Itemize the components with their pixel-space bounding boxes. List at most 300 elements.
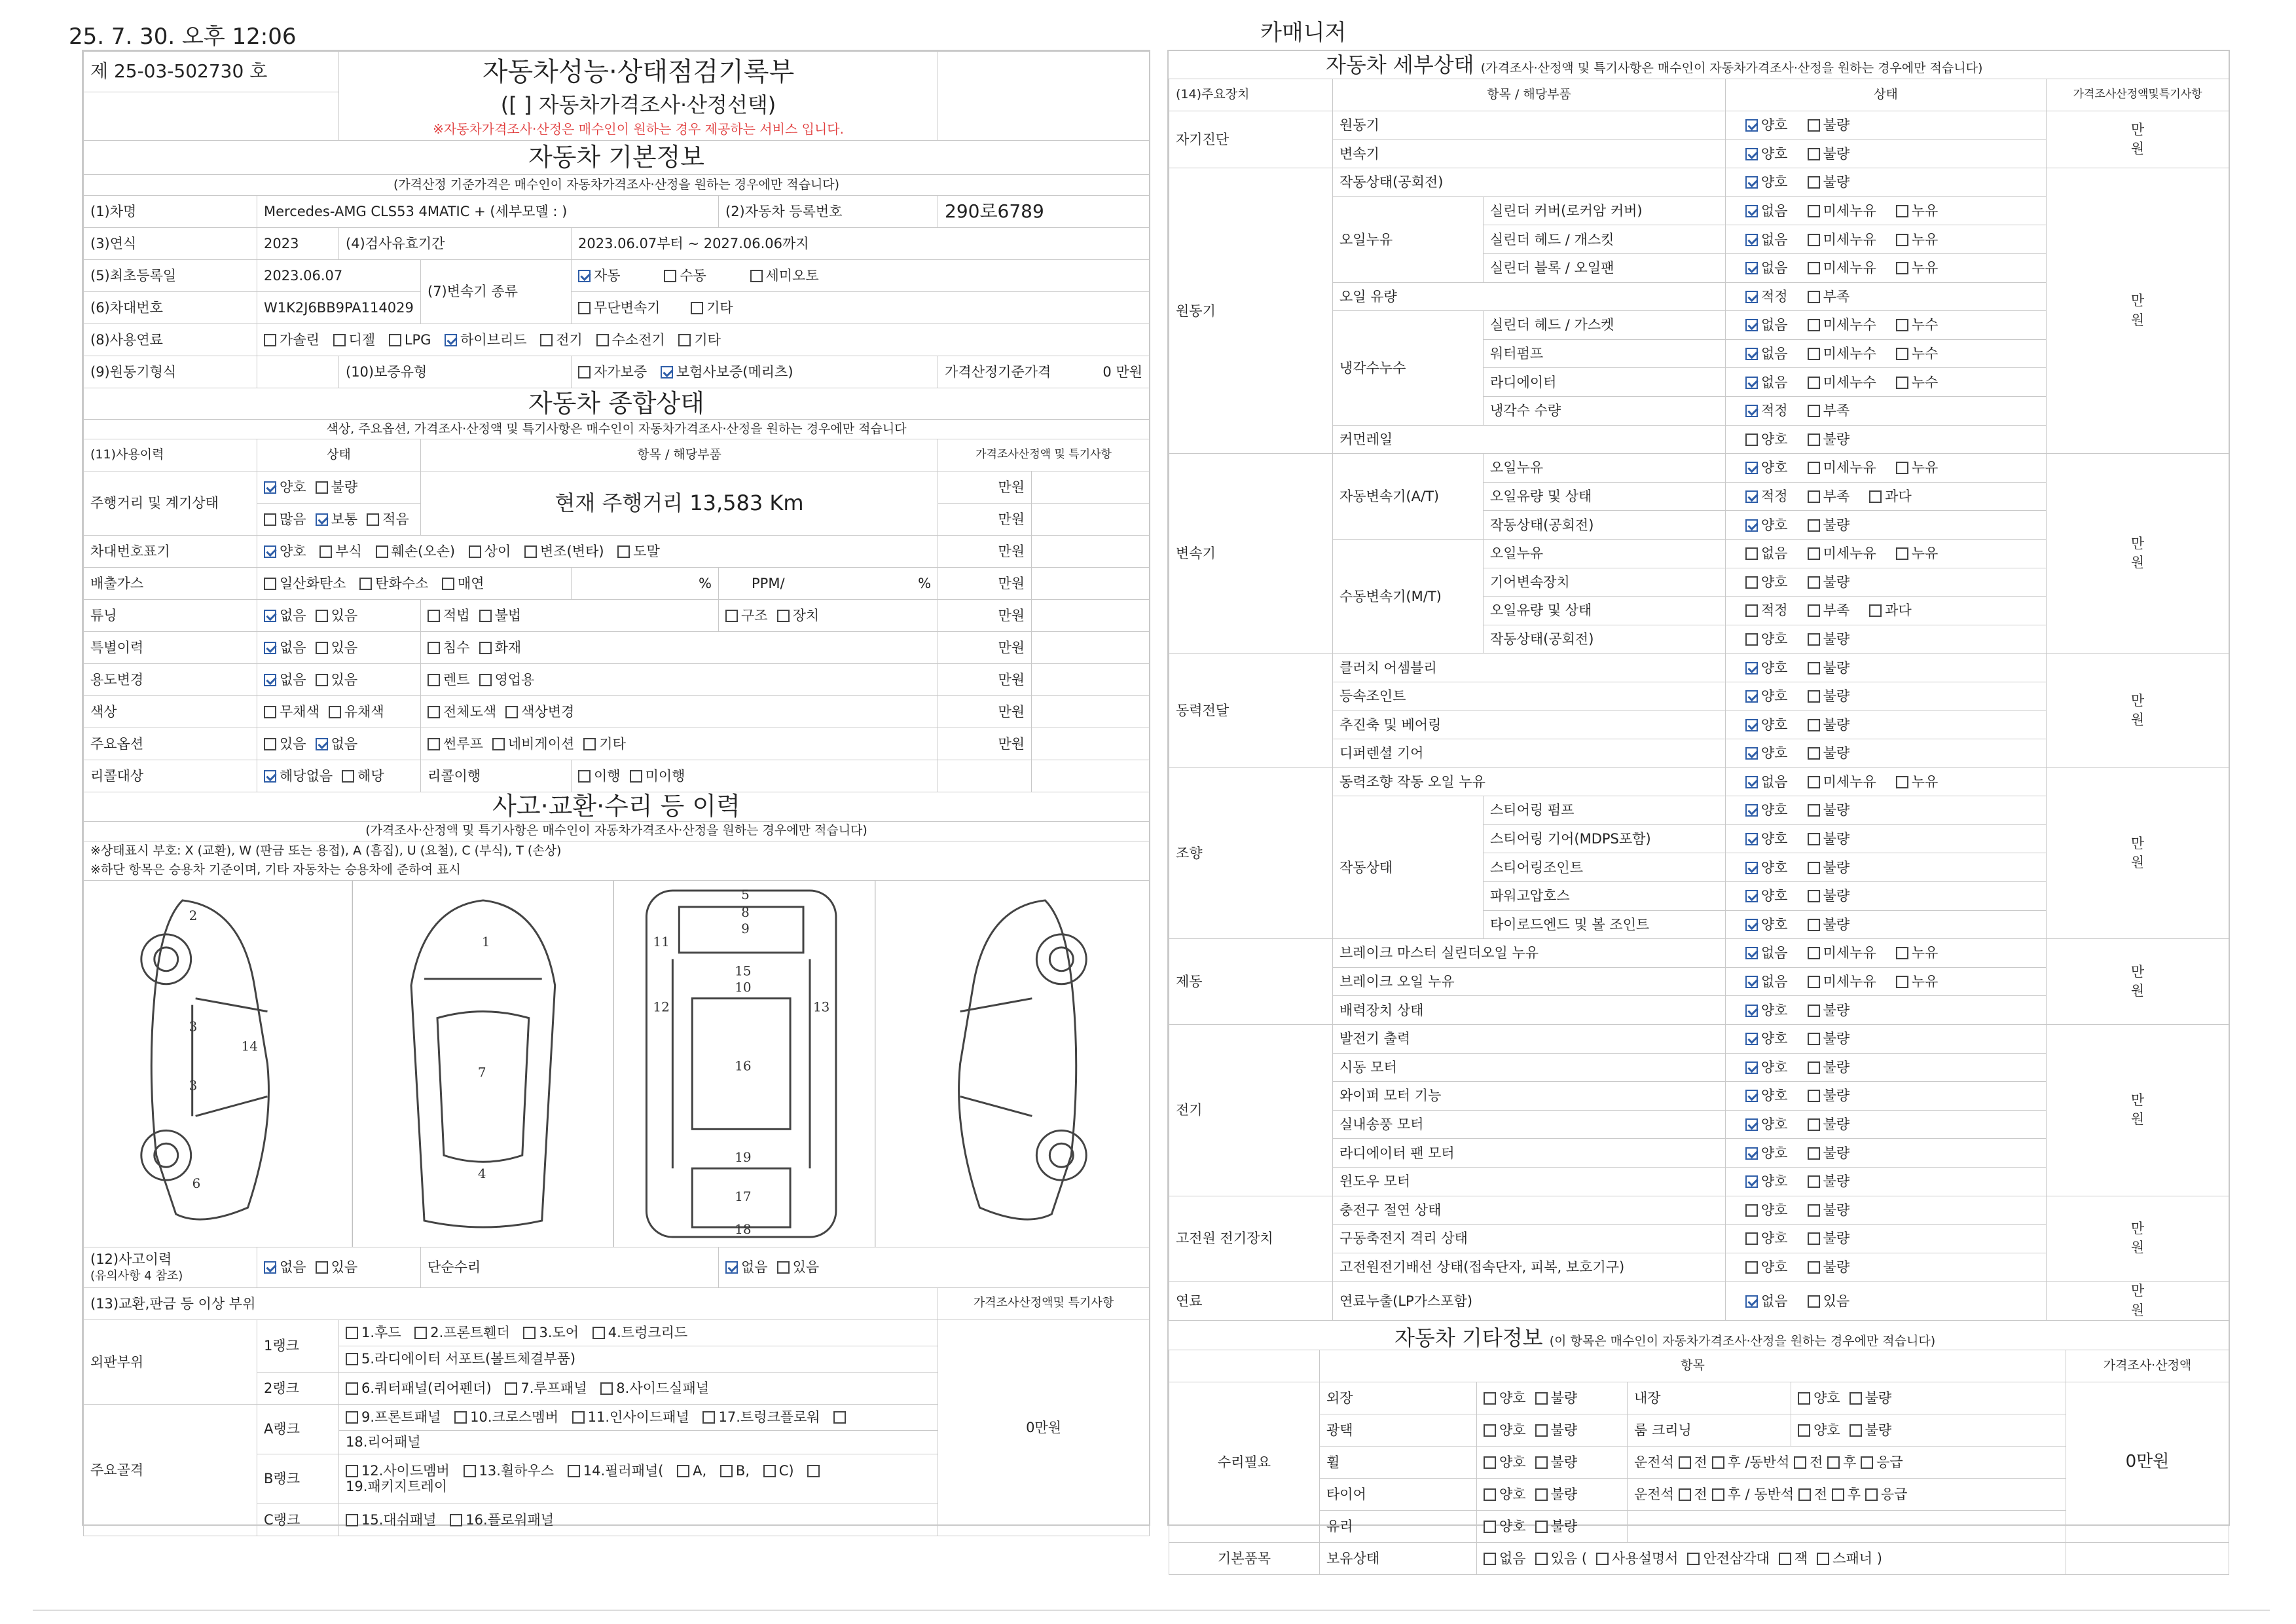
status-checkbox[interactable] — [1808, 377, 1820, 389]
status-checkbox[interactable] — [1808, 719, 1820, 731]
status-label: 부족 — [1823, 488, 1850, 504]
status-label: 누유 — [1911, 231, 1939, 248]
fuel-electric-checkbox[interactable] — [540, 334, 553, 346]
detail-part: 작동상태(공회전) — [1484, 625, 1726, 654]
tuning-has-checkbox[interactable] — [316, 610, 328, 622]
status-label: 양호 — [1761, 859, 1788, 876]
diagram-number: 11 — [653, 933, 670, 950]
part-hood-checkbox[interactable] — [346, 1327, 358, 1339]
manual-label: 사용설명서 — [1612, 1551, 1679, 1567]
passenger-label: /동반석 — [1745, 1454, 1790, 1471]
simple-none-checkbox[interactable] — [725, 1261, 738, 1274]
tuning-structure-checkbox[interactable] — [725, 610, 738, 622]
status-checkbox[interactable] — [1745, 1232, 1758, 1245]
status-checkbox[interactable] — [1808, 434, 1820, 446]
status-label: 불량 — [1823, 888, 1850, 904]
status-checkbox[interactable] — [1808, 1232, 1820, 1245]
full-paint-label: 전체도색 — [443, 703, 497, 720]
plate-option-label: 훼손(오손) — [391, 543, 456, 559]
special-has-checkbox[interactable] — [316, 642, 328, 654]
status-checkbox[interactable] — [1745, 148, 1758, 160]
status-checkbox[interactable] — [1745, 1118, 1758, 1131]
recall-none-label: 해당없음 — [280, 767, 333, 784]
status-checkbox[interactable] — [1896, 462, 1908, 474]
status-checkbox[interactable] — [1745, 662, 1758, 674]
part-radiator-support-checkbox[interactable] — [346, 1353, 358, 1365]
tire-driver-rear[interactable] — [1712, 1488, 1724, 1501]
part-side-member-checkbox[interactable] — [346, 1465, 358, 1477]
status-checkbox[interactable] — [1896, 976, 1908, 988]
option-none-checkbox[interactable] — [316, 738, 328, 750]
mileage-normal-checkbox[interactable] — [316, 513, 328, 526]
diagram-number: 14 — [241, 1038, 258, 1054]
status-checkbox[interactable] — [1745, 890, 1758, 902]
pillar-a-checkbox[interactable] — [677, 1465, 689, 1477]
status-checkbox[interactable] — [1808, 405, 1820, 417]
part-front-fender-checkbox[interactable] — [414, 1327, 427, 1339]
gauge-good-checkbox[interactable] — [264, 481, 276, 494]
status-checkbox[interactable] — [1745, 1147, 1758, 1160]
part-front-panel-checkbox[interactable] — [346, 1411, 358, 1424]
full-paint-checkbox[interactable] — [428, 706, 440, 718]
detail-subgroup: 냉각수누수 — [1333, 311, 1484, 425]
detail-item: 실내송풍 모터 — [1333, 1110, 1726, 1139]
has-label: 있음 — [331, 607, 358, 623]
plate-altered-checkbox[interactable] — [524, 545, 537, 558]
left-table — [83, 51, 1150, 1536]
interior-good-checkbox[interactable] — [1798, 1392, 1810, 1405]
part-label: 11.인사이드패널 — [587, 1409, 689, 1426]
emission-co-checkbox[interactable] — [264, 578, 276, 590]
tire-bad-checkbox[interactable] — [1535, 1488, 1548, 1501]
status-checkbox[interactable] — [1745, 862, 1758, 874]
status-checkbox[interactable] — [1869, 604, 1882, 617]
status-label: 적정 — [1761, 288, 1788, 304]
part-cross-member-checkbox[interactable] — [454, 1411, 467, 1424]
gloss-good-checkbox[interactable] — [1484, 1424, 1496, 1437]
plate-corrosion-checkbox[interactable] — [319, 545, 332, 558]
fire-checkbox[interactable] — [479, 642, 492, 654]
status-checkbox[interactable] — [1808, 1175, 1820, 1188]
status-checkbox[interactable] — [1869, 490, 1882, 503]
fuel-hydrogen-checkbox[interactable] — [596, 334, 609, 346]
emission-hc-checkbox[interactable] — [359, 578, 372, 590]
recall-done-checkbox[interactable] — [578, 770, 591, 783]
right-side-view — [959, 900, 1087, 1219]
status-checkbox[interactable] — [1745, 833, 1758, 845]
status-checkbox[interactable] — [1745, 747, 1758, 760]
part-floor-panel-checkbox[interactable] — [450, 1514, 462, 1526]
status-checkbox[interactable] — [1745, 291, 1758, 303]
status-checkbox[interactable] — [1808, 976, 1820, 988]
part-trunk-floor-checkbox[interactable] — [702, 1411, 715, 1424]
status-checkbox[interactable] — [1808, 833, 1820, 845]
status-checkbox[interactable] — [1896, 234, 1908, 246]
trans-cvt-checkbox[interactable] — [578, 302, 591, 314]
status-checkbox[interactable] — [1808, 119, 1820, 132]
special-none-checkbox[interactable] — [264, 642, 276, 654]
detail-price-unit: 만 원 — [2047, 111, 2229, 168]
status-checkbox[interactable] — [1745, 976, 1758, 988]
detail-price-unit: 만 원 — [2047, 1196, 2229, 1282]
status-label: 불량 — [1823, 1059, 1850, 1075]
good-label: 양호 — [1499, 1390, 1526, 1407]
plate-damage-checkbox[interactable] — [376, 545, 388, 558]
status-checkbox[interactable] — [1808, 604, 1820, 617]
status-checkbox[interactable] — [1896, 547, 1908, 560]
status-checkbox[interactable] — [1745, 1204, 1758, 1217]
status-checkbox[interactable] — [1808, 1090, 1820, 1102]
status-checkbox[interactable] — [1896, 947, 1908, 959]
recall-notdone-checkbox[interactable] — [630, 770, 642, 783]
status-label: 불량 — [1823, 145, 1850, 162]
status-checkbox[interactable] — [1808, 348, 1820, 360]
status-label: 미세누유 — [1823, 260, 1876, 276]
status-checkbox[interactable] — [1808, 890, 1820, 902]
status-checkbox[interactable] — [1808, 205, 1820, 217]
status-label: 불량 — [1823, 1230, 1850, 1247]
status-checkbox[interactable] — [1745, 604, 1758, 617]
status-checkbox[interactable] — [1745, 205, 1758, 217]
status-checkbox[interactable] — [1896, 776, 1908, 788]
color-change-label: 색상변경 — [521, 703, 575, 720]
status-checkbox[interactable] — [1896, 348, 1908, 360]
part-trunk-lid-checkbox[interactable] — [592, 1327, 605, 1339]
fuel-option-label: 전기 — [556, 331, 583, 348]
passenger-label: / 동반석 — [1745, 1486, 1795, 1503]
good-label: 양호 — [1499, 1422, 1526, 1439]
part-roof-panel-checkbox[interactable] — [505, 1382, 517, 1395]
status-checkbox[interactable] — [1745, 262, 1758, 274]
part-label: 16.플로워패널 — [465, 1511, 555, 1528]
part-label: 17.트렁크플로워 — [718, 1409, 820, 1426]
status-checkbox[interactable] — [1808, 1061, 1820, 1074]
status-label: 과다 — [1885, 488, 1912, 504]
status-checkbox[interactable] — [1896, 262, 1908, 274]
status-checkbox[interactable] — [1808, 176, 1820, 189]
status-checkbox[interactable] — [1808, 519, 1820, 532]
status-checkbox[interactable] — [1808, 262, 1820, 274]
status-checkbox[interactable] — [1896, 377, 1908, 389]
status-checkbox[interactable] — [1745, 1175, 1758, 1188]
fuel-hybrid-checkbox[interactable] — [445, 334, 457, 346]
part-label: 12.사이드멤버 — [361, 1463, 450, 1479]
detail-row — [1169, 1196, 2229, 1225]
status-checkbox[interactable] — [1745, 1061, 1758, 1074]
status-checkbox[interactable] — [1808, 1147, 1820, 1160]
left-side-view — [141, 900, 269, 1219]
status-label: 양호 — [1761, 1031, 1788, 1047]
wheel-driver-rear[interactable] — [1712, 1456, 1724, 1469]
status-checkbox[interactable] — [1745, 776, 1758, 788]
keep-has-checkbox[interactable] — [1535, 1553, 1548, 1565]
status-checkbox[interactable] — [1745, 576, 1758, 589]
status-label: 양호 — [1761, 888, 1788, 904]
option-etc-checkbox[interactable] — [583, 738, 596, 750]
status-checkbox[interactable] — [1745, 519, 1758, 532]
status-checkbox[interactable] — [1808, 462, 1820, 474]
part-quarter-panel-checkbox[interactable] — [346, 1382, 358, 1395]
trans-etc-checkbox[interactable] — [691, 302, 703, 314]
trans-semi-checkbox[interactable] — [750, 270, 763, 282]
trans-manual-checkbox[interactable] — [664, 270, 676, 282]
fuel-gasoline-checkbox[interactable] — [264, 334, 276, 346]
detail-part: 라디에이터 — [1484, 368, 1726, 397]
part-inside-panel-checkbox[interactable] — [572, 1411, 585, 1424]
detail-subgroup: 수동변속기(M/T) — [1333, 539, 1484, 653]
status-checkbox[interactable] — [1745, 804, 1758, 817]
recall-none-checkbox[interactable] — [264, 770, 276, 783]
status-checkbox[interactable] — [1745, 1261, 1758, 1274]
none-label: 없음 — [1499, 1551, 1526, 1567]
keep-none-checkbox[interactable] — [1484, 1553, 1496, 1565]
wheel-bad-checkbox[interactable] — [1535, 1456, 1548, 1469]
spanner-checkbox[interactable] — [1817, 1553, 1829, 1565]
status-checkbox[interactable] — [1808, 234, 1820, 246]
tuning-legal-checkbox[interactable] — [428, 610, 440, 622]
status-checkbox[interactable] — [1745, 348, 1758, 360]
plate-good-checkbox[interactable] — [264, 545, 276, 558]
detail-part: 작동상태(공회전) — [1484, 511, 1726, 540]
glass-bad-checkbox[interactable] — [1535, 1521, 1548, 1533]
diagram-number: 1 — [481, 933, 490, 950]
status-checkbox[interactable] — [1745, 377, 1758, 389]
exterior-good-checkbox[interactable] — [1484, 1392, 1496, 1405]
option-has-checkbox[interactable] — [264, 738, 276, 750]
status-label: 양호 — [1761, 117, 1788, 134]
mileage-few-checkbox[interactable] — [367, 513, 379, 526]
status-label: 누유 — [1911, 460, 1939, 476]
status-label: 없음 — [1761, 231, 1788, 248]
trans-auto-checkbox[interactable] — [578, 270, 591, 282]
status-checkbox[interactable] — [1745, 1033, 1758, 1045]
status-checkbox[interactable] — [1808, 1118, 1820, 1131]
status-checkbox[interactable] — [1808, 1295, 1820, 1308]
status-checkbox[interactable] — [1808, 319, 1820, 331]
symbol-legend: ※상태표시 부호: X (교환), W (판금 또는 용접), A (흠집), U (요철), C (부식), T (손상) — [84, 841, 1150, 860]
wheel-driver-front[interactable] — [1679, 1456, 1691, 1469]
fuel-etc-checkbox[interactable] — [678, 334, 691, 346]
status-checkbox[interactable] — [1808, 804, 1820, 817]
status-checkbox[interactable] — [1745, 719, 1758, 731]
jack-checkbox[interactable] — [1779, 1553, 1791, 1565]
status-checkbox[interactable] — [1808, 776, 1820, 788]
status-label: 없음 — [1761, 945, 1788, 961]
recall-yes-checkbox[interactable] — [342, 770, 354, 783]
triangle-checkbox[interactable] — [1687, 1553, 1700, 1565]
wheel-pass-front[interactable] — [1794, 1456, 1806, 1469]
status-checkbox[interactable] — [1745, 633, 1758, 646]
fuel-label: (8)사용연료 — [84, 324, 257, 356]
clean-good-checkbox[interactable] — [1798, 1424, 1810, 1437]
detail-part: 실린더 헤드 / 가스켓 — [1484, 311, 1726, 340]
left-panel — [82, 50, 1150, 1526]
status-checkbox[interactable] — [1745, 547, 1758, 560]
diagram-number: 7 — [477, 1064, 486, 1080]
tuning-none-checkbox[interactable] — [264, 610, 276, 622]
part-pillar-panel-checkbox[interactable] — [568, 1465, 580, 1477]
status-checkbox[interactable] — [1808, 662, 1820, 674]
status-checkbox[interactable] — [1745, 947, 1758, 959]
wheel-good-checkbox[interactable] — [1484, 1456, 1496, 1469]
site-name: 카매니저 — [1260, 20, 1347, 46]
wheel-emergency[interactable] — [1861, 1456, 1873, 1469]
detail-item: 윈도우 모터 — [1333, 1167, 1726, 1196]
status-checkbox[interactable] — [1808, 148, 1820, 160]
flood-checkbox[interactable] — [428, 642, 440, 654]
status-label: 양호 — [1761, 1002, 1788, 1018]
wheel-pass-rear[interactable] — [1827, 1456, 1840, 1469]
usage-has-checkbox[interactable] — [316, 674, 328, 686]
detail-part: 오일누유 — [1484, 539, 1726, 568]
status-label: 누유 — [1911, 545, 1939, 562]
tire-pass-front[interactable] — [1798, 1488, 1811, 1501]
tire-label: 타이어 — [1320, 1479, 1477, 1511]
emission-label: 배출가스 — [84, 568, 257, 600]
status-checkbox[interactable] — [1745, 234, 1758, 246]
part-rear-panel-checkbox[interactable] — [833, 1411, 846, 1424]
warranty-self-checkbox[interactable] — [578, 366, 591, 378]
rent-checkbox[interactable] — [428, 674, 440, 686]
accident-none-checkbox[interactable] — [264, 1261, 276, 1274]
status-checkbox[interactable] — [1808, 490, 1820, 503]
warranty-insurance-checkbox[interactable] — [661, 366, 673, 378]
plate-smeared-checkbox[interactable] — [617, 545, 630, 558]
detail-part: 워터펌프 — [1484, 339, 1726, 368]
parts-price-head: 가격조사산정액및 특기사항 — [938, 1287, 1150, 1320]
unit-label: 만원 — [938, 536, 1032, 568]
diagram-number: 15 — [735, 963, 752, 979]
achromatic-checkbox[interactable] — [264, 706, 276, 718]
tire-emergency[interactable] — [1865, 1488, 1878, 1501]
jack-label: 잭 — [1794, 1551, 1808, 1567]
status-checkbox[interactable] — [1896, 205, 1908, 217]
status-label: 없음 — [1761, 260, 1788, 276]
status-checkbox[interactable] — [1808, 947, 1820, 959]
detail-item: 구동축전지 격리 상태 — [1333, 1225, 1726, 1253]
status-checkbox[interactable] — [1745, 176, 1758, 189]
bad-label: 불량 — [331, 479, 358, 495]
tuning-device-checkbox[interactable] — [777, 610, 790, 622]
simple-has-checkbox[interactable] — [777, 1261, 790, 1274]
interior-bad-checkbox[interactable] — [1850, 1392, 1862, 1405]
usage-none-checkbox[interactable] — [264, 674, 276, 686]
status-checkbox[interactable] — [1745, 919, 1758, 931]
part-wheel-house-checkbox[interactable] — [464, 1465, 476, 1477]
fuel-lpg-checkbox[interactable] — [389, 334, 401, 346]
status-checkbox[interactable] — [1808, 747, 1820, 760]
glass-good-checkbox[interactable] — [1484, 1521, 1496, 1533]
status-checkbox[interactable] — [1745, 319, 1758, 331]
status-checkbox[interactable] — [1745, 1295, 1758, 1308]
accident-has-checkbox[interactable] — [316, 1261, 328, 1274]
navi-checkbox[interactable] — [492, 738, 505, 750]
part-package-tray-checkbox[interactable] — [807, 1465, 820, 1477]
part-side-sill-checkbox[interactable] — [600, 1382, 613, 1395]
status-checkbox[interactable] — [1745, 1090, 1758, 1102]
part-label: 9.프론트패널 — [361, 1409, 441, 1426]
status-checkbox[interactable] — [1745, 405, 1758, 417]
detail-head-device: (14)주요장치 — [1169, 79, 1333, 111]
tire-good-checkbox[interactable] — [1484, 1488, 1496, 1501]
status-checkbox[interactable] — [1808, 1261, 1820, 1274]
fuel-diesel-checkbox[interactable] — [333, 334, 346, 346]
car-name: Mercedes-AMG CLS53 4MATIC + (세부모델 : ) — [257, 196, 719, 228]
pillar-b-checkbox[interactable] — [720, 1465, 733, 1477]
status-checkbox[interactable] — [1745, 690, 1758, 703]
status-checkbox[interactable] — [1808, 862, 1820, 874]
basic-items-label: 기본품목 — [1169, 1543, 1320, 1575]
tire-pass-rear[interactable] — [1832, 1488, 1844, 1501]
bad-label: 불량 — [1865, 1390, 1892, 1407]
status-checkbox[interactable] — [1808, 690, 1820, 703]
part-dash-panel-checkbox[interactable] — [346, 1514, 358, 1526]
doc-title: 자동차성능·상태점검기록부 — [339, 52, 938, 92]
mileage-many-checkbox[interactable] — [264, 513, 276, 526]
status-checkbox[interactable] — [1808, 1005, 1820, 1017]
clean-bad-checkbox[interactable] — [1850, 1424, 1862, 1437]
status-checkbox[interactable] — [1808, 1204, 1820, 1217]
gauge-bad-checkbox[interactable] — [316, 481, 328, 494]
status-label: 양호 — [1761, 659, 1788, 676]
status-checkbox[interactable] — [1808, 1033, 1820, 1045]
status-label: 불량 — [1823, 1259, 1850, 1275]
detail-head-status: 상태 — [1726, 79, 2047, 111]
status-checkbox[interactable] — [1745, 462, 1758, 474]
pillar-c-checkbox[interactable] — [763, 1465, 776, 1477]
trans-semi-label: 세미오토 — [765, 267, 819, 284]
status-checkbox[interactable] — [1745, 1005, 1758, 1017]
exterior-bad-checkbox[interactable] — [1535, 1392, 1548, 1405]
status-checkbox[interactable] — [1808, 291, 1820, 303]
status-label: 양호 — [1761, 431, 1788, 447]
bad-label: 불량 — [1550, 1486, 1578, 1503]
status-checkbox[interactable] — [1808, 633, 1820, 646]
status-label: 불량 — [1823, 1145, 1850, 1161]
status-checkbox[interactable] — [1745, 490, 1758, 503]
status-label: 미세누수 — [1823, 345, 1876, 361]
status-label: 양호 — [1761, 1059, 1788, 1075]
main-option-label: 주요옵션 — [84, 728, 257, 760]
status-label: 없음 — [1761, 203, 1788, 219]
tuning-illegal-checkbox[interactable] — [479, 610, 492, 622]
detail-item: 와이퍼 모터 기능 — [1333, 1082, 1726, 1111]
chromatic-checkbox[interactable] — [329, 706, 341, 718]
status-label: 있음 — [1823, 1293, 1850, 1309]
status-checkbox[interactable] — [1808, 919, 1820, 931]
business-checkbox[interactable] — [479, 674, 492, 686]
emission-smoke-checkbox[interactable] — [442, 578, 454, 590]
sunroof-checkbox[interactable] — [428, 738, 440, 750]
status-label: 없음 — [1761, 374, 1788, 390]
tire-driver-front[interactable] — [1679, 1488, 1691, 1501]
status-label: 미세누유 — [1823, 545, 1876, 562]
status-checkbox[interactable] — [1808, 576, 1820, 589]
manual-checkbox[interactable] — [1596, 1553, 1609, 1565]
status-checkbox[interactable] — [1745, 434, 1758, 446]
plate-mismatch-checkbox[interactable] — [469, 545, 481, 558]
fuel-option-label: 가솔린 — [280, 331, 319, 348]
status-checkbox[interactable] — [1745, 119, 1758, 132]
status-checkbox[interactable] — [1808, 547, 1820, 560]
diagram-number: 3 — [189, 1077, 198, 1094]
gloss-bad-checkbox[interactable] — [1535, 1424, 1548, 1437]
color-change-checkbox[interactable] — [505, 706, 518, 718]
part-door-checkbox[interactable] — [523, 1327, 536, 1339]
detail-row — [1169, 111, 2229, 140]
status-checkbox[interactable] — [1896, 319, 1908, 331]
status-label: 양호 — [1761, 1145, 1788, 1161]
